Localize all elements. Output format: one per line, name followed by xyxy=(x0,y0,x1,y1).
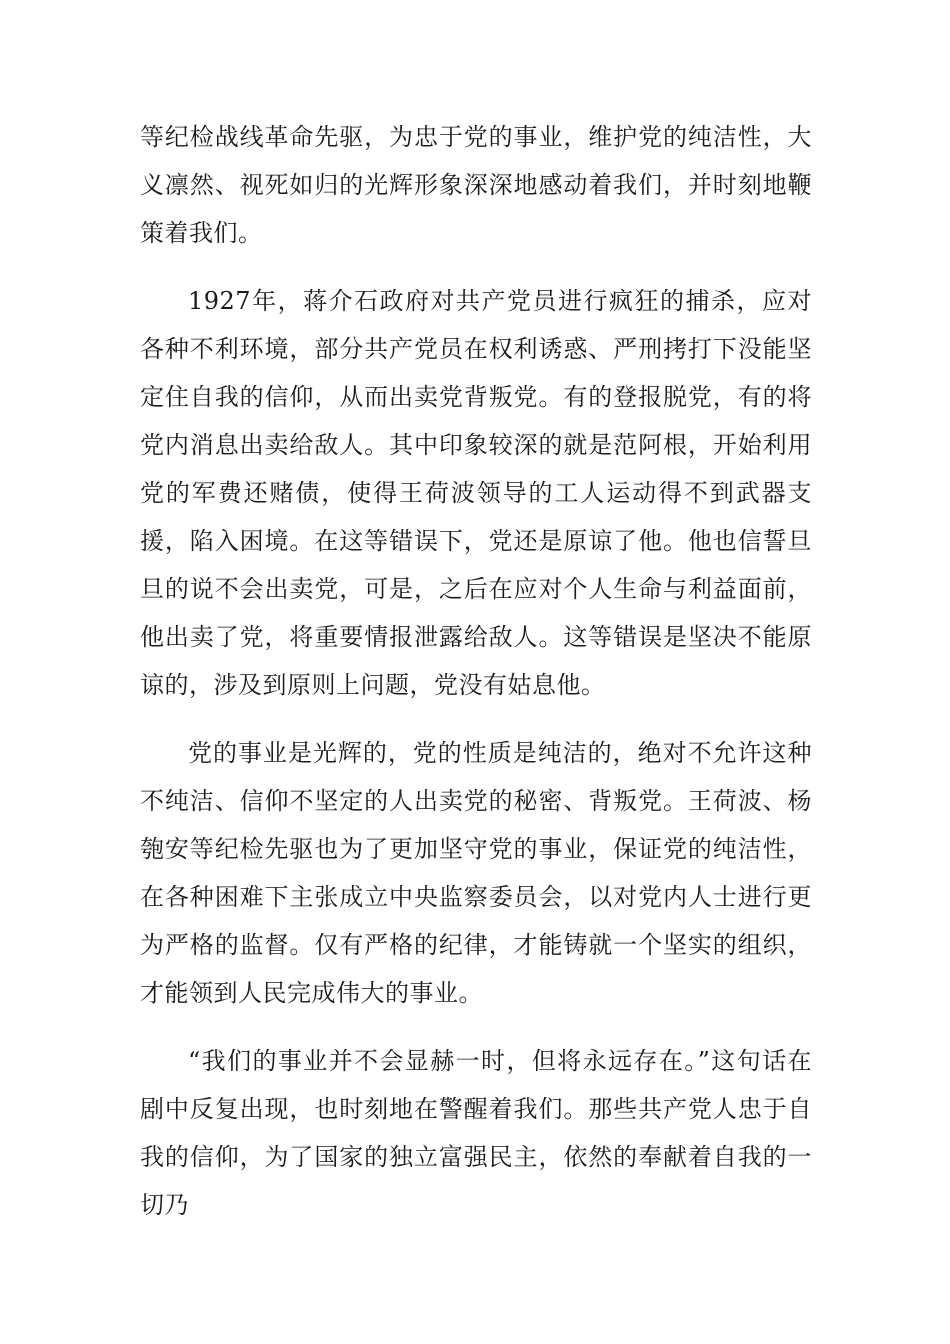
paragraph-quote: “我们的事业并不会显赫一时，但将永远存在。”这句话在剧中反复出现，也时刻地在警醒着我们。那些共产党人忠于自我的信仰，为了国家的独立富强民主，依然的奉献着自我的一切乃 xyxy=(140,1047,812,1219)
paragraph-continuation: 等纪检战线革命先驱，为忠于党的事业，维护党的纯洁性，大义凛然、视死如归的光辉形象深深地感动着我们，并时刻地鞭策着我们。 xyxy=(140,123,812,247)
document-body xyxy=(140,113,812,1249)
paragraph-party-purity: 党的事业是光辉的，党的性质是纯洁的，绝对不允许这种不纯洁、信仰不坚定的人出卖党的秘密、背叛党。王荷波、杨匏安等纪检先驱也为了更加坚守党的事业，保证党的纯洁性，在各种困难下主张成立中央监察委员会，以对党内人士进行更为严格的监督。仅有严格的纪律，才能铸就一个坚实的组织，才能领到人民完成伟大的事业。 xyxy=(140,739,812,1007)
paragraph-1927-betrayal: 1927年，蒋介石政府对共产党员进行疯狂的捕杀，应对各种不利环境，部分共产党员在权利诱惑、严刑拷打下没能坚定住自我的信仰，从而出卖党背叛党。有的登报脱党，有的将党内消息出卖给敌人。其中印象较深的就是范阿根，开始利用党的军费还赌债，使得王荷波领导的工人运动得不到武器支援，陷入困境。在这等错误下，党还是原谅了他。他也信誓旦旦的说不会出卖党，可是，之后在应对个人生命与利益面前，他出卖了党，将重要情报泄露给敌人。这等错误是坚决不能原谅的，涉及到原则上问题，党没有姑息他。 xyxy=(140,287,812,699)
